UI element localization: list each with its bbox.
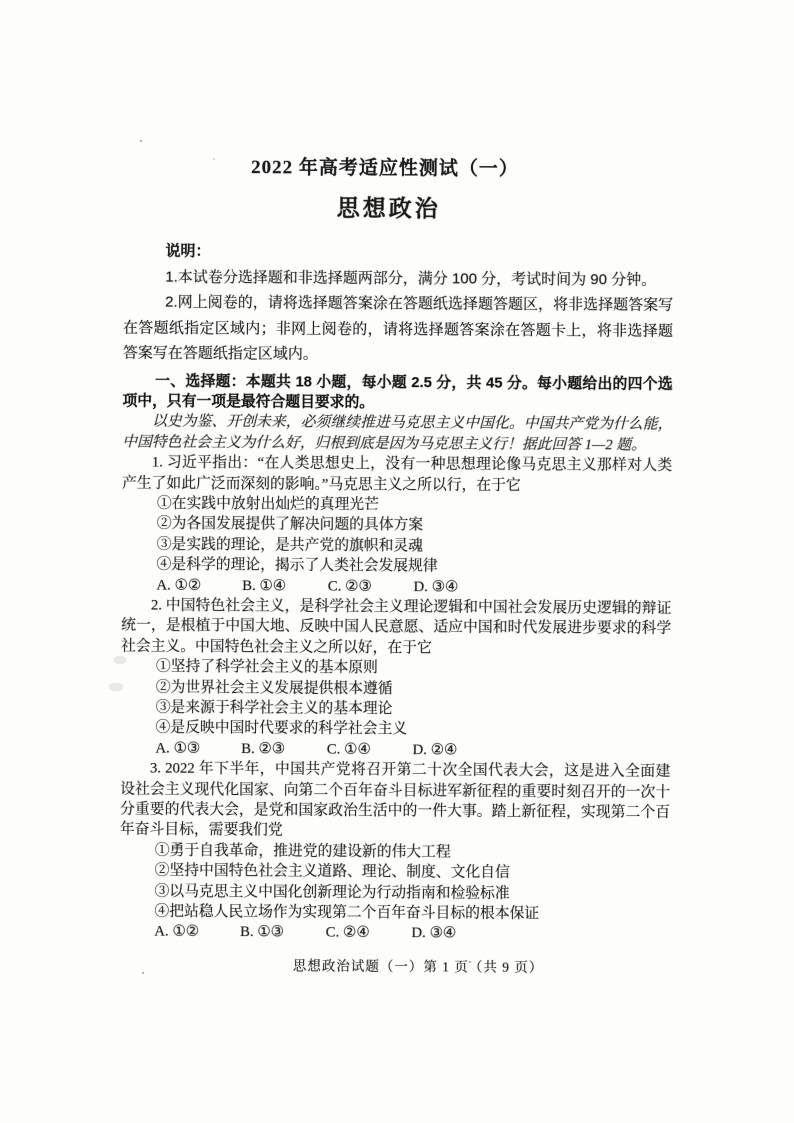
section-header: 一、选择题：本题共 18 小题，每小题 2.5 分，共 45 分。每小题给出的四个选项中，只有一项是最符合题目要求的。 xyxy=(122,373,673,411)
scan-speck xyxy=(142,972,144,974)
question-stem: 3. 2022 年下半年，中国共产党将召开第二十次全国代表大会，这是进入全面建设社会主义现代化国家、向第二个百年奋斗目标进军新征程的重要时刻召开的一次十分重要的代表大会，是党和国家政治生活中的一件大事。踏上新征程，实现第二个百年奋斗目标，需要我们党 xyxy=(119,760,671,839)
answer-choice: A. ①② xyxy=(154,923,199,941)
question-option: ③以马克思主义中国化创新理论为行动指南和检验标准 xyxy=(154,883,510,902)
question-option: ①坚持了科学社会主义的基本原则 xyxy=(155,658,378,677)
question-block-3 xyxy=(119,759,670,946)
question-option: ①勇于自我革命，推进党的建设新的伟大工程 xyxy=(154,842,451,861)
question-stem: 2. 中国特色社会主义，是科学社会主义理论逻辑和中国社会发展历史逻辑的辩证统一，是根植于中国大地、反映中国人民意愿、适应中国和时代发展进步要求的科学社会主义。中国特色社会主义之所以好，在于它 xyxy=(120,597,672,656)
instructions-section xyxy=(123,238,674,369)
scan-speck xyxy=(469,961,471,963)
answer-choice: D. ②④ xyxy=(412,741,458,759)
scan-smudge xyxy=(114,656,126,664)
answer-choice: C. ②④ xyxy=(325,925,370,942)
scan-smudge xyxy=(109,683,123,691)
page-footer: 思想政治试题（一）第 1 页（共 9 页） xyxy=(292,958,544,975)
question-option: ③是来源于科学社会主义的基本理论 xyxy=(155,699,393,717)
question-option: ②为世界社会主义发展提供根本遵循 xyxy=(155,679,393,697)
exam-subject: 思想政治 xyxy=(336,195,441,222)
reading-passage: 以史为鉴、开创未来，必须继续推进马克思主义中国化。中国共产党为什么能，中国特色社会主义为什么好，归根到底是因为马克思主义行！据此回答 1—2 题。 xyxy=(122,413,673,454)
question-option: ④把站稳人民立场作为实现第二个百年奋斗目标的根本保证 xyxy=(154,903,540,922)
instruction-item-2: 2.网上阅卷的，请将选择题答案涂在答题纸选择题答题区，将非选择题答案写在答题纸指定区域内；非网上阅卷的，请将选择题答案涂在答题卡上，将非选择题答案写在答题纸指定区域内。 xyxy=(122,293,674,363)
answer-choice: D. ③④ xyxy=(411,925,457,942)
question-option: ④是科学的理论，揭示了人类社会发展规律 xyxy=(156,556,438,575)
question-stem: 1. 习近平指出：“在人类思想史上，没有一种思想理论像马克思主义那样对人类产生了如此广泛而深刻的影响。”马克思主义之所以行，在于它 xyxy=(121,454,673,494)
question-option: ①在实践中放射出灿烂的真理光芒 xyxy=(156,495,379,513)
answer-choice: B. ②③ xyxy=(241,740,285,758)
answer-choices-row xyxy=(154,922,669,946)
multiple-choice-section xyxy=(119,371,673,979)
answer-choice: C. ②③ xyxy=(327,578,372,595)
answer-choice: B. ①③ xyxy=(239,924,284,941)
answer-choice: A. ①③ xyxy=(155,740,201,757)
question-block-1 xyxy=(121,452,672,598)
scan-speck xyxy=(140,140,142,142)
question-block-2 xyxy=(120,595,671,762)
answer-choice: A. ①② xyxy=(156,577,202,594)
scan-speck xyxy=(277,424,279,426)
instruction-item-1: 1.本试卷分选择题和非选择题两部分，满分 100 分，考试时间为 90 分钟。 xyxy=(165,268,657,289)
answer-choice: C. ①④ xyxy=(326,741,371,758)
question-option: ③是实践的理论，是共产党的旗帜和灵魂 xyxy=(156,536,424,554)
exam-title: 2022 年高考适应性测试（一） xyxy=(251,157,519,180)
question-option: ④是反映中国时代要求的科学社会主义 xyxy=(155,719,408,738)
instructions-label: 说明： xyxy=(165,242,211,260)
question-option: ②为各国发展提供了解决问题的具体方案 xyxy=(156,515,424,534)
answer-choice: D. ③④ xyxy=(413,578,459,595)
question-option: ②坚持中国特色社会主义道路、理论、制度、文化自信 xyxy=(154,862,510,881)
answer-choice: B. ①④ xyxy=(242,577,286,594)
scan-speck xyxy=(213,158,215,160)
